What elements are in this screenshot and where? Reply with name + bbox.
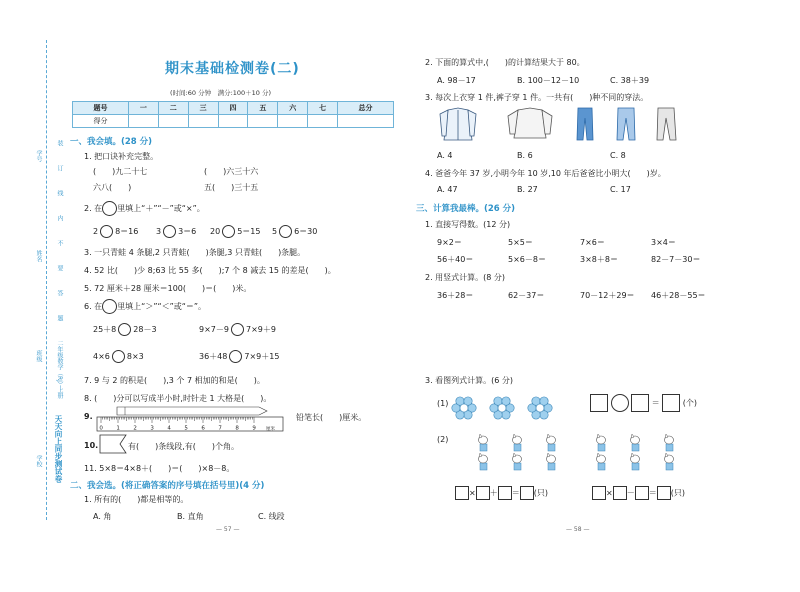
score-header: 七 (308, 102, 338, 115)
question-3-1: 1. 直接写得数。(12 分) (425, 220, 511, 229)
q6-expr-4: 36＋48 7×9＋15 (199, 352, 280, 361)
cat-icon (479, 453, 488, 470)
flower-icon (452, 397, 476, 419)
q2-3-option-b: B. 6 (517, 151, 533, 160)
question-1-5: 5. 72 厘米＋28 厘米＝100( )＝( )米。 (84, 284, 252, 293)
score-cell[interactable] (128, 115, 158, 128)
vertical-calc-item: 62－37＝ (508, 291, 545, 300)
q10-number: 10. (84, 441, 99, 450)
vertical-calc-item: 36＋28＝ (437, 291, 474, 300)
q2-expr-1: 2 8＝16 (93, 227, 139, 236)
calc-item: 5×6－8＝ (508, 255, 546, 264)
q2-expr-3: 20 5＝15 (210, 227, 261, 236)
cat-icon (479, 434, 488, 451)
equals-sign: ＝ (651, 398, 660, 408)
q10-text: 有( )条线段,有( )个角。 (128, 442, 240, 451)
cat-group-right (588, 433, 698, 471)
q2-expr-4: 5 6＝30 (272, 227, 318, 236)
score-header: 题号 (73, 102, 129, 115)
binding-char: 要 (56, 265, 63, 271)
clothing-figures (438, 106, 678, 144)
answer-box[interactable] (498, 486, 512, 500)
page-title: 期末基础检测卷(二) (165, 61, 300, 77)
angle-shape-icon (98, 433, 128, 455)
q2-expr-2: 3 3＝6 (156, 227, 197, 236)
binding-char: 装 (56, 140, 63, 146)
q2-2-option-c: C. 38＋39 (610, 76, 650, 85)
ruler-unit: 厘米 (266, 427, 275, 432)
ruler-tick-label: 8 (235, 425, 239, 432)
calc-item: 9×2＝ (437, 238, 462, 247)
unit-zhi: (只) (670, 488, 685, 498)
pants-gray-icon (657, 108, 676, 140)
q2-3-option-c: C. 8 (610, 151, 626, 160)
q2-1-option-a: A. 角 (93, 512, 112, 521)
q9-text: 铅笔长( )厘米。 (296, 413, 367, 422)
q6-expr-1: 25＋8 28－3 (93, 325, 157, 334)
question-1-2 (84, 201, 205, 216)
question-1-11: 11. 5×8＝4×8＋( )＝( )×8－8。 (84, 464, 235, 473)
section-1-title: 一、我会填。(28 分) (70, 137, 153, 147)
score-header: 四 (218, 102, 248, 115)
jacket-icon (440, 108, 476, 140)
vertical-calc-item: 46＋28－55＝ (651, 291, 706, 300)
flower-group (450, 393, 570, 423)
answer-circle[interactable] (118, 323, 131, 336)
ruler-tick-label: 9 (252, 425, 256, 432)
margin-series: 天天向上同步测试卷 (54, 415, 63, 483)
q2-2-option-a: A. 98－17 (437, 76, 476, 85)
binding-char: 题 (56, 315, 63, 321)
ruler-tick-label: 4 (167, 425, 171, 432)
question-1-1: 1. 把口诀补充完整。 (84, 152, 159, 161)
unit-ge: (个) (682, 398, 697, 408)
answer-circle[interactable] (229, 350, 242, 363)
q6-expr-3: 4×6 8×3 (93, 352, 144, 361)
vertical-calc-item: 70－12＋29＝ (580, 291, 635, 300)
ruler-tick-label: 2 (133, 425, 137, 432)
margin-label-class: 班级 (35, 350, 42, 362)
q2-4-option-a: A. 47 (437, 185, 458, 194)
score-cell[interactable] (218, 115, 248, 128)
answer-circle[interactable] (163, 225, 176, 238)
question-1-3: 3. 一只青蛙 4 条腿,2 只青蛙( )条腿,3 只青蛙( )条腿。 (84, 248, 306, 257)
ruler-tick-label: 6 (201, 425, 205, 432)
section-2-title: 二、我会选。(将正确答案的序号填在括号里)(4 分) (70, 481, 265, 491)
cat-icon (631, 453, 640, 470)
binding-char: 订 (56, 165, 63, 171)
question-2-2: 2. 下面的算式中,( )的计算结果大于 80。 (425, 58, 585, 67)
binding-char: 答 (56, 290, 63, 296)
flower-icon (528, 397, 552, 419)
cat-icon (665, 453, 674, 470)
answer-box[interactable] (455, 486, 469, 500)
answer-circle[interactable] (222, 225, 235, 238)
q1-item-a: ( )九二十七 (93, 167, 148, 176)
question-2-1: 1. 所有的( )都是相等的。 (84, 495, 189, 504)
answer-box[interactable] (631, 394, 649, 412)
score-header: 六 (278, 102, 308, 115)
answer-box[interactable] (657, 486, 671, 500)
margin-label-name: 姓名 (35, 250, 42, 262)
question-1-8: 8. ( )分可以写成半小时,时针走 1 大格是( )。 (84, 394, 272, 403)
q2-prefix: 2. 在 (84, 204, 103, 213)
cat-group-left (470, 433, 580, 471)
answer-box[interactable] (476, 486, 490, 500)
sub-question-1-label: (1) (437, 399, 449, 408)
question-3-3: 3. 看图列式计算。(6 分) (425, 376, 514, 385)
calc-item: 82－7－30＝ (651, 255, 701, 264)
q2-suffix: 里填上“＋”“－”或“×”。 (117, 204, 205, 213)
ruler-tick-label: 7 (218, 425, 222, 432)
answer-box[interactable] (635, 486, 649, 500)
binding-char: 内 (56, 215, 63, 221)
circle-symbol (102, 299, 117, 314)
question-1-6: 6. 在 里填上“＞”“＜”或“＝”。 (84, 299, 206, 314)
sweater-icon (508, 108, 552, 138)
q2-2-option-b: B. 100－12－10 (517, 76, 580, 85)
pants-blue-icon (577, 108, 593, 140)
circle-symbol (102, 201, 117, 216)
q1-item-c: 六八( ) (93, 183, 132, 192)
sub-question-2-label: (2) (437, 435, 449, 444)
page-number-right: — 58 — (566, 526, 590, 533)
q2-4-option-c: C. 17 (610, 185, 631, 194)
question-1-7: 7. 9 与 2 的积是( ),3 个 7 相加的和是( )。 (84, 376, 265, 385)
score-header: 总分 (338, 102, 394, 115)
score-cell[interactable] (188, 115, 218, 128)
ruler-tick-label: 0 (99, 425, 103, 432)
q10-figure (98, 433, 128, 455)
answer-circle[interactable] (112, 350, 125, 363)
score-header: 五 (248, 102, 278, 115)
q1-item-b: ( )六三十六 (204, 167, 259, 176)
cat-icon (631, 434, 640, 451)
answer-box[interactable] (613, 486, 627, 500)
calc-item: 56＋40＝ (437, 255, 474, 264)
binding-char: 不 (56, 240, 63, 246)
calc-item: 5×5＝ (508, 238, 533, 247)
answer-box[interactable] (662, 394, 680, 412)
cat-icon (597, 434, 606, 451)
cat-icon (665, 434, 674, 451)
ruler-tick-label: 5 (184, 425, 188, 432)
calc-item: 3×4＝ (651, 238, 676, 247)
equation-2a: × ＋ ＝ (只) (455, 486, 548, 500)
ruler-figure (95, 405, 295, 433)
score-cell[interactable] (158, 115, 188, 128)
q1-item-d: 五( )三十五 (204, 183, 259, 192)
score-cell[interactable] (278, 115, 308, 128)
ruler-tick-label: 3 (150, 425, 154, 432)
score-header: 一 (128, 102, 158, 115)
q6-expr-2: 9×7－9 7×9＋9 (199, 325, 276, 334)
score-cell[interactable] (248, 115, 278, 128)
question-2-3: 3. 每次上衣穿 1 件,裤子穿 1 件。一共有( )种不同的穿法。 (425, 93, 649, 102)
q2-1-option-c: C. 线段 (258, 512, 285, 521)
cat-icon (513, 453, 522, 470)
score-table (72, 101, 394, 128)
section-3-title: 三、计算我最棒。(26 分) (416, 204, 516, 214)
answer-circle[interactable] (231, 323, 244, 336)
margin-label-id: 学号 (35, 150, 42, 162)
equation-2b: × － ＝ (只) (592, 486, 685, 500)
binding-char: 线 (56, 190, 63, 196)
cat-icon (597, 453, 606, 470)
margin-label-school: 学校 (35, 455, 42, 467)
margin-subject: 二年级数学（RJ）·上册 (56, 340, 63, 399)
cat-icon (547, 453, 556, 470)
score-cell[interactable] (338, 115, 394, 128)
page-subtitle: (时间:60 分钟 满分:100＋10 分) (170, 89, 272, 97)
answer-box[interactable] (590, 394, 608, 412)
calc-item: 7×6＝ (580, 238, 605, 247)
page-number-left: — 57 — (216, 526, 240, 533)
question-2-4: 4. 爸爸今年 37 岁,小明今年 10 岁,10 年后爸爸比小明大( )岁。 (425, 169, 666, 178)
answer-circle[interactable] (100, 225, 113, 238)
ruler-tick-label: 1 (116, 425, 120, 432)
cat-icon (547, 434, 556, 451)
score-header: 三 (188, 102, 218, 115)
q2-4-option-b: B. 27 (517, 185, 538, 194)
equation-1 (590, 394, 697, 412)
score-cell[interactable] (308, 115, 338, 128)
pencil-body (117, 407, 267, 415)
jeans-icon (617, 108, 635, 140)
unit-zhi: (只) (533, 488, 548, 498)
question-3-2: 2. 用竖式计算。(8 分) (425, 273, 506, 282)
pencil-ruler-illustration (95, 405, 295, 433)
question-1-4: 4. 52 比( )少 8;63 比 55 多( );7 个 8 减去 15 的差是( )。 (84, 266, 336, 275)
score-header: 二 (158, 102, 188, 115)
answer-box[interactable] (520, 486, 534, 500)
binding-line (46, 40, 47, 520)
answer-circle[interactable] (611, 394, 629, 412)
answer-circle[interactable] (279, 225, 292, 238)
cat-icon (513, 434, 522, 451)
answer-box[interactable] (592, 486, 606, 500)
q2-3-option-a: A. 4 (437, 151, 453, 160)
calc-item: 3×8＋8＝ (580, 255, 618, 264)
flower-icon (490, 397, 514, 419)
score-row-label: 得分 (73, 115, 129, 128)
q2-1-option-b: B. 直角 (177, 512, 204, 521)
q9-number: 9. (84, 412, 93, 421)
